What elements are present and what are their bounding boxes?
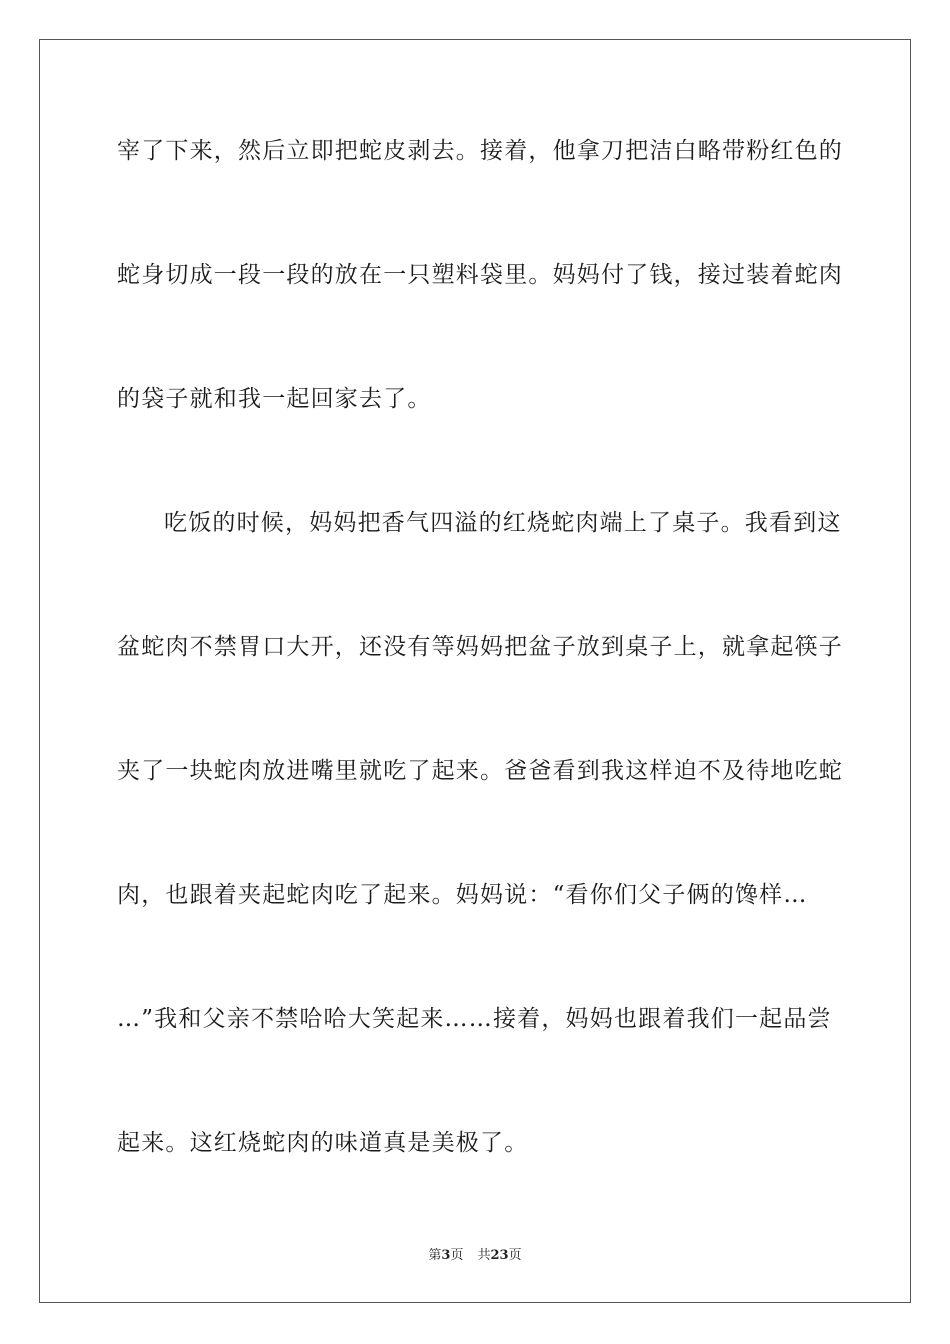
total-suffix: 页 [508,1248,522,1263]
total-prefix: 共 [477,1248,491,1263]
page-footer [0,1247,950,1265]
page-number: 3 [441,1248,451,1263]
text-line-6: 夹了一块蛇肉放进嘴里就吃了起来。爸爸看到我这样迫不及待地吃蛇 [117,758,843,784]
page-suffix: 页 [450,1248,464,1263]
total-pages: 23 [490,1248,509,1263]
text-line-1: 宰了下来，然后立即把蛇皮剥去。接着，他拿刀把洁白略带粉红色的 [117,138,843,164]
text-line-5: 盆蛇肉不禁胃口大开，还没有等妈妈把盆子放到桌子上，就拿起筷子 [117,634,843,660]
text-line-8: …”我和父亲不禁哈哈大笑起来……接着，妈妈也跟着我们一起品尝 [117,1006,832,1032]
text-line-9: 起来。这红烧蛇肉的味道真是美极了。 [117,1130,529,1156]
text-line-4-paragraph-start: 吃饭的时候，妈妈把香气四溢的红烧蛇肉端上了桌子。我看到这 [164,510,842,536]
text-line-2: 蛇身切成一段一段的放在一只塑料袋里。妈妈付了钱，接过装着蛇肉 [117,262,843,288]
page-prefix: 第 [428,1248,442,1263]
text-line-3: 的袋子就和我一起回家去了。 [117,386,432,412]
page-border [39,39,911,1303]
text-line-7: 肉，也跟着夹起蛇肉吃了起来。妈妈说：“看你们父子俩的馋样… [117,882,808,908]
